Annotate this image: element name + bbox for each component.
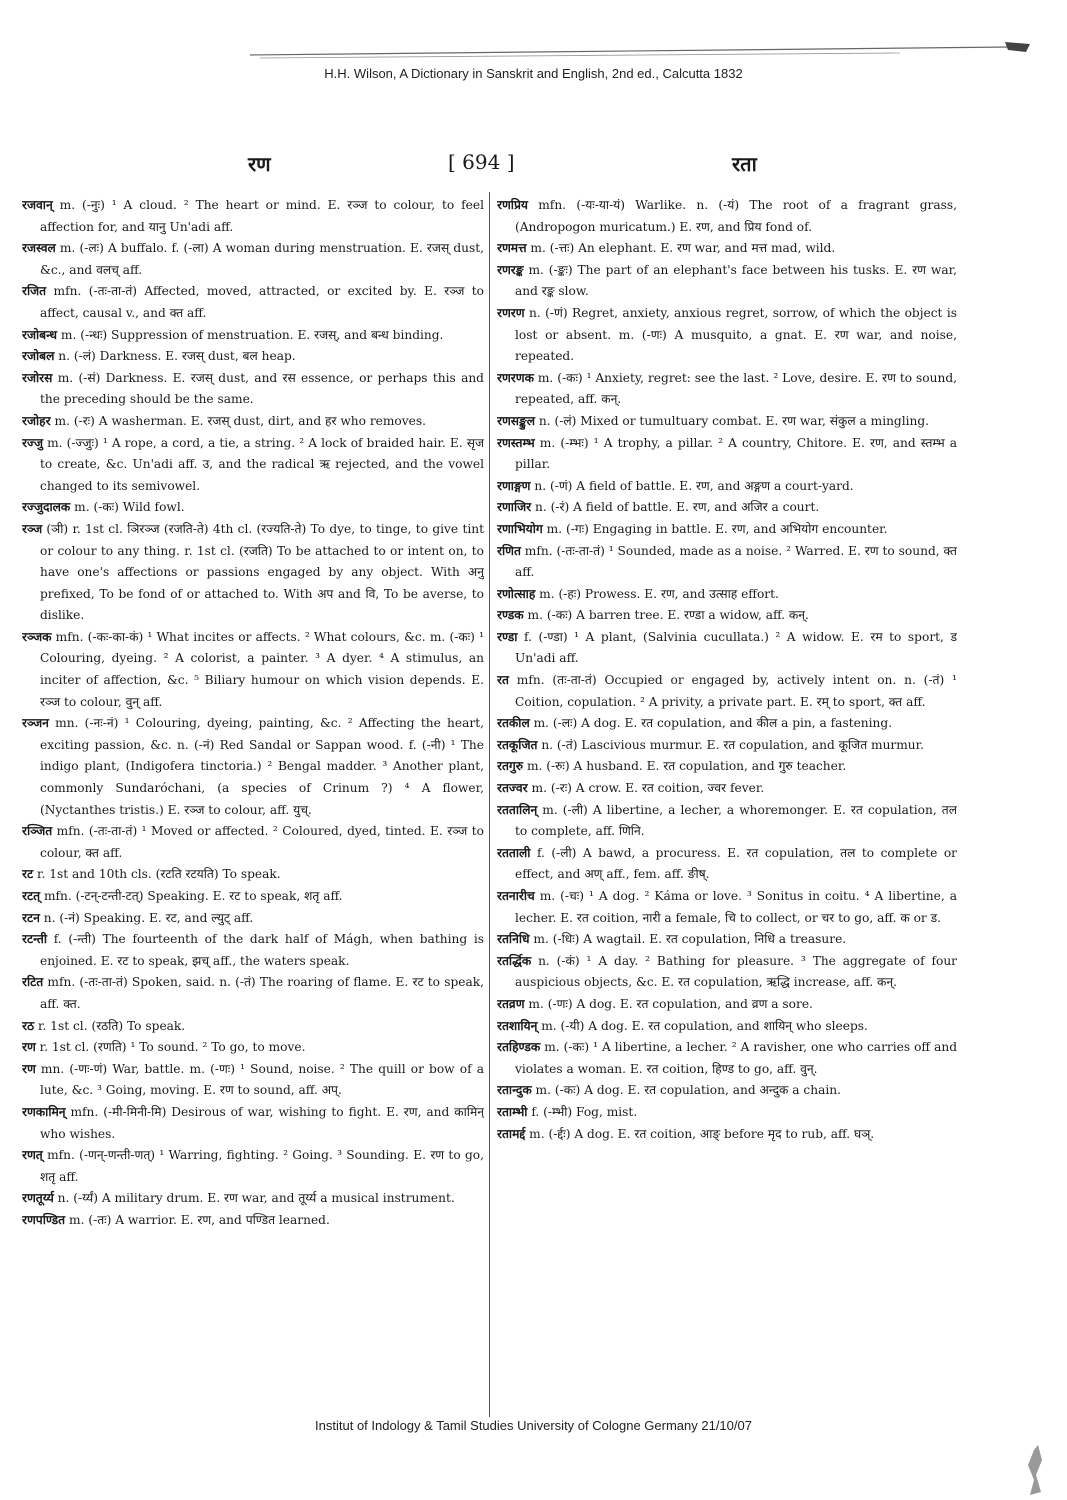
- dictionary-entry: [497, 1102, 957, 1124]
- entry-headword: रणमत्त: [497, 241, 527, 256]
- dictionary-entry: [497, 411, 957, 433]
- entry-definition: mn. (-णः-णं) War, battle. m. (-णः) ¹ Sound, noise. ² The quill or bow of a lute, &c. ³ Going, moving. E. रण to sound, aff. अप्.: [35, 1061, 484, 1098]
- entry-definition: mfn. (-तः-ता-तं) ¹ Moved or affected. ² Coloured, dyed, tinted. E. रञ्ज to colour, क्त aff.: [40, 824, 484, 860]
- entry-headword: रतकूजित: [497, 737, 538, 752]
- entry-headword: रजस्वल: [22, 241, 56, 256]
- entry-headword: रज्जुदालक: [22, 500, 71, 515]
- entry-headword: रतनिधि: [497, 932, 530, 947]
- dictionary-entry: [497, 368, 957, 411]
- entry-headword: रणाङ्गण: [497, 478, 531, 493]
- page-number: [ 694 ]: [448, 150, 515, 174]
- entry-definition: mfn. (-टन्-टन्ती-टत्) Speaking. E. रट to speak, शतृ aff.: [40, 889, 343, 903]
- entry-headword: रणाजिर: [497, 500, 532, 515]
- scan-corner-mark: [1008, 1440, 1048, 1500]
- running-head: [0, 150, 1067, 180]
- dictionary-entry: [22, 497, 484, 519]
- entry-headword: रठ: [22, 1018, 35, 1033]
- entry-headword: रण: [22, 1061, 36, 1076]
- dictionary-entry: [497, 735, 957, 757]
- entry-definition: m. (-णः) A dog. E. रत copulation, and व्रण a sore.: [524, 996, 813, 1011]
- dictionary-entry: [22, 821, 484, 864]
- entry-definition: m. (-लः) A buffalo. f. (-ला) A woman during menstruation. E. रजस् dust, &c., and वलच् aff.: [40, 241, 484, 277]
- dictionary-entry: [497, 1016, 957, 1038]
- entry-headword: रणरङ्क: [497, 262, 524, 277]
- dictionary-entry: [22, 238, 484, 281]
- entry-definition: m. (-लः) A dog. E. रत copulation, and कील a pin, a fastening.: [529, 716, 893, 731]
- dictionary-entry: [497, 519, 957, 541]
- entry-headword: रटन: [22, 910, 40, 925]
- entry-headword: रणकामिन्: [22, 1104, 66, 1119]
- dictionary-entry: [22, 195, 484, 238]
- scan-edge-marks: [0, 0, 1067, 70]
- entry-headword: रजोबल: [22, 349, 55, 364]
- running-head-right: रता: [732, 152, 757, 176]
- dictionary-entry: [22, 1210, 484, 1232]
- entry-headword: रणपण्डित: [22, 1212, 66, 1227]
- entry-headword: रणाभियोग: [497, 521, 543, 536]
- dictionary-entry: [497, 260, 957, 303]
- entry-headword: रणस्तम्भ: [497, 435, 535, 450]
- entry-definition: n. (-र्य्यं) A military drum. E. रण war, and तूर्य्य a musical instrument.: [53, 1191, 455, 1206]
- dictionary-entry: [497, 195, 957, 238]
- entry-headword: रट: [22, 867, 34, 882]
- entry-definition: n. (-रं) A field of battle. E. रण, and अजिर a court.: [531, 500, 820, 515]
- entry-definition: m. (-न्धः) Suppression of menstruation. E. रजस्, and बन्ध binding.: [57, 327, 444, 342]
- entry-headword: रत: [497, 673, 509, 688]
- left-column: [22, 195, 484, 1415]
- running-head-left: रण: [248, 152, 271, 176]
- entry-definition: m. (-रुः) A husband. E. रत copulation, and गुरु teacher.: [523, 759, 847, 774]
- entry-definition: mfn. (-णन्-णन्ती-णत्) ¹ Warring, fighting. ² Going. ³ Sounding. E. रण to go, शतृ aff.: [40, 1148, 484, 1184]
- dictionary-entry: [497, 670, 957, 713]
- entry-definition: m. (-हः) Prowess. E. रण, and उत्साह effort.: [535, 586, 779, 601]
- dictionary-entry: [22, 886, 484, 908]
- dictionary-entry: [497, 1037, 957, 1080]
- dictionary-entry: [497, 497, 957, 519]
- entry-headword: रणरणक: [497, 370, 534, 385]
- dictionary-entry: [497, 584, 957, 606]
- entry-headword: रतगुरु: [497, 759, 524, 774]
- entry-definition: m. (-रः) A crow. E. रत coition, ज्वर fever.: [527, 781, 765, 796]
- entry-definition: n. (-णं) Regret, anxiety, anxious regret, sorrow, of which the object is lost or absent. m. (-णः) A musquito, a gnat. E. रण war, and noise, repeated.: [515, 305, 957, 364]
- entry-definition: n. (-नं) Speaking. E. रट, and ल्युट् aff.: [39, 910, 254, 925]
- entry-definition: m. (-कः) A dog. E. रत copulation, and अन्दुक a chain.: [531, 1083, 841, 1098]
- entry-definition: m. (-र्द्दः) A dog. E. रत coition, आङ् before मृद to rub, aff. घञ्.: [525, 1126, 875, 1141]
- dictionary-entry: [22, 1059, 484, 1102]
- dictionary-entry: [22, 1188, 484, 1210]
- dictionary-entry: [497, 929, 957, 951]
- entry-headword: रटत्: [22, 889, 41, 903]
- dictionary-entry: [22, 1102, 484, 1145]
- entry-headword: रतर्द्धिक: [497, 953, 532, 968]
- dictionary-entry: [497, 843, 957, 886]
- entry-definition: mfn. (-मी-मिनी-मि) Desirous of war, wishing to fight. E. रण, and कामिन् who wishes.: [40, 1104, 484, 1141]
- dictionary-entry: [497, 951, 957, 994]
- entry-headword: रणोत्साह: [497, 586, 536, 601]
- dictionary-entry: [497, 541, 957, 584]
- dictionary-entry: [22, 713, 484, 821]
- entry-definition: m. (-नुः) ¹ A cloud. ² The heart or mind. E. रञ्ज to colour, to feel affection for, and यानु Un'adi aff.: [40, 198, 484, 234]
- entry-headword: रतनारीच: [497, 889, 535, 903]
- dictionary-entry: [497, 756, 957, 778]
- entry-headword: रताम्भी: [497, 1104, 528, 1119]
- entry-headword: रज्जु: [22, 435, 43, 450]
- entry-headword: रटन्ती: [22, 932, 47, 947]
- entry-headword: रणप्रिय: [497, 198, 528, 212]
- entry-headword: रजोरस: [22, 370, 53, 385]
- entry-definition: m. (-सं) Darkness. E. रजस् dust, and रस essence, or perhaps this and the preceding should be the same.: [40, 370, 484, 407]
- dictionary-entry: [22, 929, 484, 972]
- entry-definition: m. (-कः) A barren tree. E. रण्डा a widow, aff. कन्.: [523, 608, 809, 623]
- entry-definition: m. (-चः) ¹ A dog. ² Káma or love. ³ Sonitus in coitu. ⁴ A libertine, a lecher. E. रत coition, नारी a female, चि to collect, or चर to go, aff. क or ड.: [515, 889, 957, 925]
- entry-headword: रतान्दुक: [497, 1083, 532, 1098]
- dictionary-entry: [497, 303, 957, 368]
- entry-headword: रतामर्द्द: [497, 1126, 526, 1141]
- entry-definition: n. (-णं) A field of battle. E. रण, and अङ्गण a court-yard.: [530, 478, 854, 493]
- entry-definition: m. (-धिः) A wagtail. E. रत copulation, निधि a treasure.: [529, 932, 847, 947]
- dictionary-entry: [22, 627, 484, 713]
- entry-headword: रणत्: [22, 1148, 43, 1163]
- entry-definition: r. 1st cl. (रठति) To speak.: [34, 1018, 186, 1033]
- dictionary-entry: [497, 476, 957, 498]
- dictionary-entry: [22, 972, 484, 1015]
- entry-definition: f. (-न्ती) The fourteenth of the dark half of Mágh, when bathing is enjoined. E. रट to speak, झच् aff., the waters speak.: [40, 932, 484, 968]
- dictionary-entry: [497, 886, 957, 929]
- entry-headword: रजोहर: [22, 413, 51, 428]
- entry-headword: रञ्ज: [22, 521, 43, 536]
- entry-definition: (ञी) r. 1st cl. ञिरञ्ज (रजति-ते) 4th cl. (रज्यति-ते) To dye, to tinge, to give tint or colour to any thing. r. 1st cl. (रजति) To be attached to or intent on, to have one's affections or passions engaged by any object. With अनु prefixed, To be fond of or attached to. With अप and वि, To be averse, to dislike.: [40, 521, 484, 623]
- entry-headword: रण: [22, 1040, 36, 1055]
- entry-headword: रतताली: [497, 845, 531, 860]
- entry-definition: m. (-तः) A warrior. E. रण, and पण्डित learned.: [65, 1212, 330, 1227]
- entry-headword: रण्डक: [497, 608, 524, 623]
- entry-headword: रतव्रण: [497, 996, 525, 1011]
- dictionary-entry: [497, 800, 957, 843]
- entry-definition: mfn. (-कः-का-कं) ¹ What incites or affects. ² What colours, &c. m. (-कः) ¹ Colouring, dyeing. ² A colorist, a painter. ³ A dyer. ⁴ A stimulus, an inciter of affection, &c. ⁵ Biliary humour on which vision depends. E. रञ्ज to colour, वुन् aff.: [40, 629, 484, 709]
- entry-definition: m. (-त्तः) An elephant. E. रण war, and मत्त mad, wild.: [526, 241, 836, 256]
- dictionary-entry: [22, 1145, 484, 1188]
- dictionary-entry: [22, 519, 484, 627]
- entry-headword: रञ्जित: [22, 824, 53, 839]
- entry-headword: रटित: [22, 975, 44, 990]
- dictionary-entry: [497, 433, 957, 476]
- entry-definition: m. (-ज्जुः) ¹ A rope, a cord, a tie, a string. ² A lock of braided hair. E. सृज to create, &c. Un'adi aff. उ, and the radical ऋ rejected, and the vowel changed to its semivowel.: [40, 435, 484, 493]
- entry-headword: रजित: [22, 284, 47, 299]
- entry-headword: रजवान्: [22, 198, 53, 212]
- entry-definition: f. (-म्भी) Fog, mist.: [527, 1104, 638, 1119]
- dictionary-entry: [22, 433, 484, 498]
- entry-definition: m. (-ङ्कः) The part of an elephant's face between his tusks. E. रण war, and रङ्क slow.: [515, 262, 957, 299]
- entry-definition: mn. (-नः-नं) ¹ Colouring, dyeing, painting, &c. ² Affecting the heart, exciting passion, &c. n. (-नं) Red Sandal or Sappan wood. f. (-नी) ¹ The indigo plant, (Indigofera tinctoria.) ² Bengal madder. ³ Another plant, commonly Sundaróchani, (a species of Crinum ?) ⁴ A flower, (Nyctanthes tristis.) E. रञ्ज to colour, aff. युच्.: [40, 716, 484, 817]
- dictionary-entry: [497, 778, 957, 800]
- entry-definition: mfn. (-तः-ता-तं) Spoken, said. n. (-तं) The roaring of flame. E. रट to speak, aff. क्त.: [40, 975, 484, 1011]
- dictionary-entry: [497, 1080, 957, 1102]
- dictionary-entry: [22, 325, 484, 347]
- dictionary-entry: [22, 1037, 484, 1059]
- entry-definition: f. (-ली) A bawd, a procuress. E. रत copulation, तल to complete or effect, and अण् aff., fem. aff. ङीष्.: [515, 845, 957, 882]
- entry-headword: रततालिन्: [497, 802, 538, 817]
- entry-definition: m. (-कः) ¹ A libertine, a lecher. ² A ravisher, one who carries off and violates a woman. E. रत coition, हिण्ड to go, aff. वुन्.: [515, 1040, 957, 1076]
- column-divider: [489, 192, 490, 1417]
- entry-definition: mfn. (-तः-ता-तं) Affected, moved, attracted, or excited by. E. रञ्ज to affect, causal v., and क्त aff.: [40, 284, 484, 320]
- entry-definition: mfn. (-तः-ता-तं) ¹ Sounded, made as a noise. ² Warred. E. रण to sound, क्त aff.: [515, 543, 957, 580]
- dictionary-entry: [497, 627, 957, 670]
- entry-headword: रणसङ्कुल: [497, 413, 536, 428]
- entry-headword: रतशायिन्: [497, 1018, 538, 1033]
- entry-definition: r. 1st and 10th cls. (रटति रटयति) To speak.: [33, 867, 281, 882]
- entry-headword: रञ्जन: [22, 716, 49, 731]
- entry-headword: रञ्जक: [22, 629, 52, 644]
- dictionary-entry: [22, 864, 484, 886]
- entry-headword: रणतूर्य्य: [22, 1191, 54, 1206]
- entry-headword: रणरण: [497, 305, 525, 320]
- entry-definition: m. (-यी) A dog. E. रत copulation, and शायिन् who sleeps.: [537, 1018, 868, 1033]
- dictionary-entry: [22, 346, 484, 368]
- dictionary-entry: [497, 713, 957, 735]
- dictionary-entry: [22, 1016, 484, 1038]
- entry-definition: mfn. (-यः-या-यं) Warlike. n. (-यं) The root of a fragrant grass, (Andropogon muricatum.) E. रण, and प्रिय fond of.: [515, 198, 957, 234]
- entry-headword: रतकील: [497, 716, 530, 731]
- entry-definition: m. (-कः) Wild fowl.: [70, 500, 185, 515]
- source-note-header: H.H. Wilson, A Dictionary in Sanskrit and English, 2nd ed., Calcutta 1832: [324, 66, 743, 81]
- entry-definition: r. 1st cl. (रणति) ¹ To sound. ² To go, to move.: [35, 1040, 306, 1055]
- dictionary-entry: [22, 411, 484, 433]
- dictionary-entry: [497, 1124, 957, 1146]
- dictionary-entry: [22, 908, 484, 930]
- entry-definition: n. (-लं) Darkness. E. रजस् dust, बल heap.: [54, 349, 296, 364]
- entry-definition: m. (-गः) Engaging in battle. E. रण, and अभियोग encounter.: [542, 521, 888, 536]
- entry-definition: n. (-कं) ¹ A day. ² Bathing for pleasure. ³ The aggregate of four auspicious objects, &c. E. रत copulation, ऋद्धि increase, aff. कन्.: [515, 953, 957, 990]
- entry-headword: रणित: [497, 543, 521, 558]
- dictionary-entry: [22, 368, 484, 411]
- entry-definition: mfn. (तः-ता-तं) Occupied or engaged by, actively intent on. n. (-तं) ¹ Coition, copulation. ² A privity, a private part. E. रम् to sport, क्त aff.: [508, 673, 957, 709]
- entry-definition: n. (-तं) Lascivious murmur. E. रत copulation, and कूजित murmur.: [537, 737, 925, 752]
- entry-headword: रण्डा: [497, 629, 518, 644]
- entry-definition: m. (-रः) A washerman. E. रजस् dust, dirt, and हर who removes.: [50, 413, 426, 428]
- dictionary-entry: [22, 281, 484, 324]
- dictionary-entry: [497, 994, 957, 1016]
- entry-definition: m. (-ली) A libertine, a lecher, a whoremonger. E. रत copulation, तल to complete, aff. णिनि.: [515, 802, 957, 839]
- entry-headword: रतज्वर: [497, 781, 528, 796]
- entry-definition: m. (-कः) ¹ Anxiety, regret: see the last. ² Love, desire. E. रण to sound, repeated, aff. कन्.: [515, 370, 957, 407]
- dictionary-entry: [497, 605, 957, 627]
- entry-definition: m. (-म्भः) ¹ A trophy, a pillar. ² A country, Chitore. E. रण, and स्तम्भ a pillar.: [515, 435, 957, 472]
- entry-headword: रजोबन्ध: [22, 327, 58, 342]
- entry-definition: f. (-ण्डा) ¹ A plant, (Salvinia cucullata.) ² A widow. E. रम to sport, ड Un'adi aff.: [515, 629, 957, 666]
- entry-definition: n. (-लं) Mixed or tumultuary combat. E. रण war, संकुल a mingling.: [535, 413, 930, 428]
- dictionary-entry: [497, 238, 957, 260]
- source-note-footer: Institut of Indology & Tamil Studies University of Cologne Germany 21/10/07: [315, 1418, 752, 1433]
- right-column: [497, 195, 957, 1415]
- entry-headword: रतहिण्डक: [497, 1040, 541, 1055]
